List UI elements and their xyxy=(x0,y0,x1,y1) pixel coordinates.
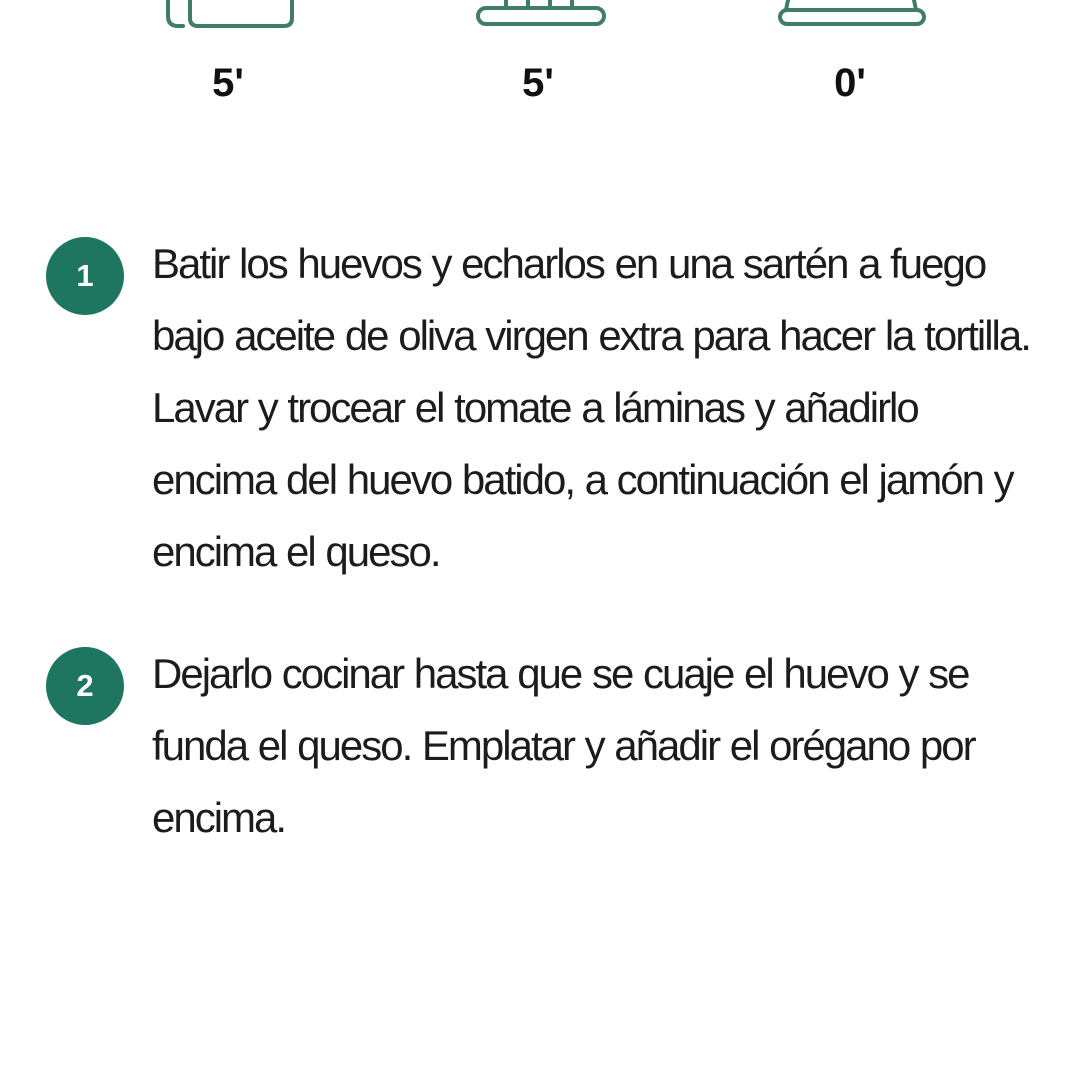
prep-time-value: 5' xyxy=(212,61,244,105)
rest-time xyxy=(750,0,950,120)
step-text: Dejarlo cocinar hasta que se cuaje el huevo y se funda el queso. Emplatar y añadir el orégano por encima. xyxy=(152,650,975,841)
stove-icon xyxy=(438,0,638,40)
rest-plate-icon xyxy=(750,0,950,40)
step-number-badge: 2 xyxy=(46,647,124,725)
step-number-badge: 1 xyxy=(46,237,124,315)
recipe-times xyxy=(0,0,1080,120)
cutting-board-icon xyxy=(128,0,328,40)
prep-time xyxy=(128,0,328,120)
cook-time xyxy=(438,0,638,120)
rest-time-value: 0' xyxy=(834,61,866,105)
cook-time-value: 5' xyxy=(522,61,554,105)
step-text: Batir los huevos y echarlos en una sartén a fuego bajo aceite de oliva virgen extra para hacer la tortilla. Lavar y trocear el tomate a láminas y añadirlo encima del huevo batido, a continuación el jamón y encima el queso. xyxy=(152,240,1030,575)
